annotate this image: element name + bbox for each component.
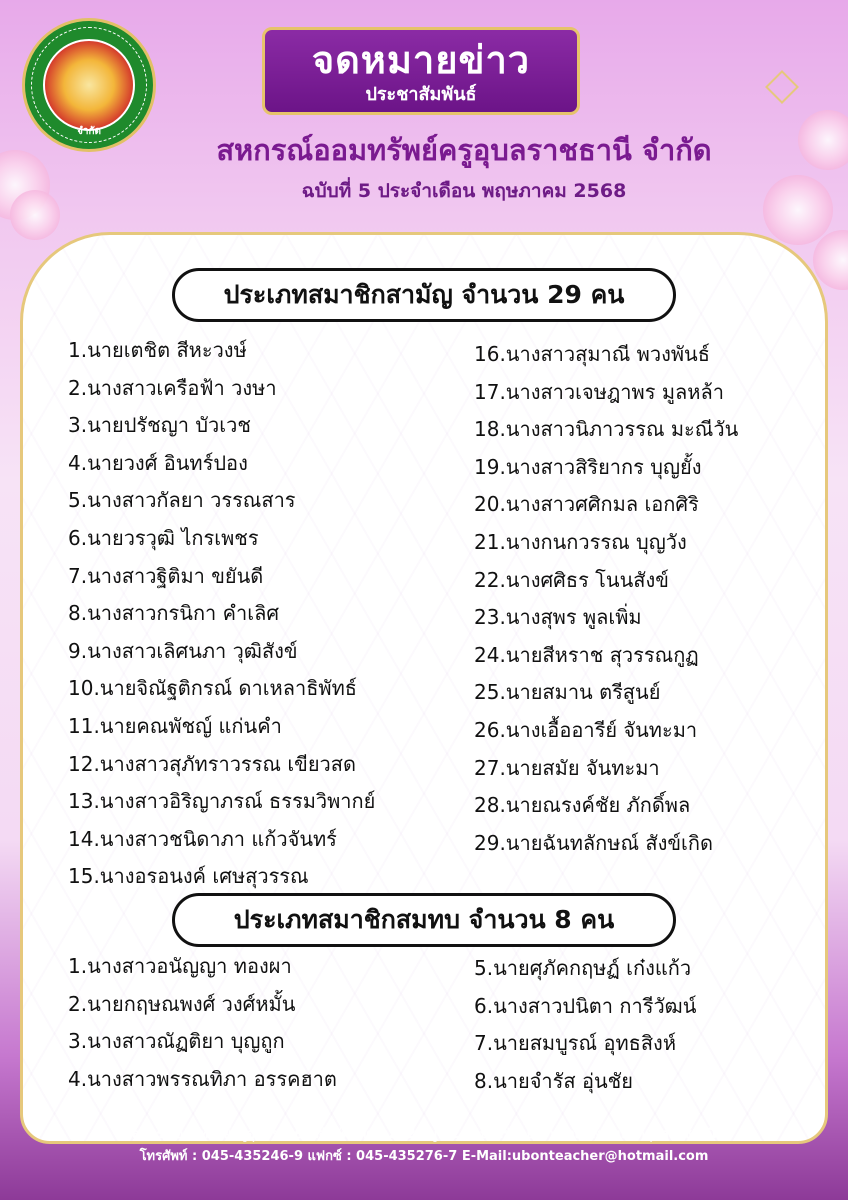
list-item: 27.นายสมัย จันทะมา xyxy=(474,755,660,780)
list-item: 17.นางสาวเจษฎาพร มูลหล้า xyxy=(474,379,724,404)
organization-name: สหกรณ์ออมทรัพย์ครูอุบลราชธานี จำกัด xyxy=(216,133,712,167)
list-item: 19.นางสาวสิริยากร บุญยั้ง xyxy=(474,454,702,479)
list-item: 23.นางสุพร พูลเพิ่ม xyxy=(474,605,642,630)
list-item: 6.นายวรวุฒิ ไกรเพชร xyxy=(68,525,259,550)
footer-contact xyxy=(0,1116,848,1200)
list-item: 7.นายสมบูรณ์ อุทธสิงห์ xyxy=(474,1031,677,1056)
diamond-decoration xyxy=(765,70,799,104)
newsletter-banner xyxy=(262,27,580,115)
banner-title: จดหมายข่าว xyxy=(311,38,531,82)
list-item: 22.นางศศิธร โนนสังข์ xyxy=(474,567,669,592)
issue-line: ฉบับที่ 5 ประจำเดือน พฤษภาคม 2568 xyxy=(301,180,627,202)
list-item: 5.นายศุภัคกฤษฏ์ เก๋งแก้ว xyxy=(474,956,692,980)
regular-members-left-list xyxy=(68,332,375,896)
list-item: 6.นางสาวปนิตา การีวัฒน์ xyxy=(474,993,697,1018)
regular-members-right-list xyxy=(474,336,738,862)
list-item: 16.นางสาวสุมาณี พวงพันธ์ xyxy=(474,342,710,366)
list-item: 29.นายฉันทลักษณ์ สังข์เกิด xyxy=(474,830,713,855)
list-item: 8.นางสาวกรนิกา คำเลิศ xyxy=(68,601,280,626)
list-item: 1.นางสาวอนัญญา ทองผา xyxy=(68,954,292,978)
footer-address: สหกรณ์ออมทรัพย์ครูอุบลราชธานีจำกัด เลขที่ 292 หมู่ 12 ตำบลไร่น้อย อำเภอเมือง จังหวัดอุบลราชธานี xyxy=(132,1127,716,1142)
list-item: 9.นางสาวเลิศนภา วุฒิสังข์ xyxy=(68,638,298,663)
list-item: 5.นางสาวกัลยา วรรณสาร xyxy=(68,488,296,513)
list-item: 1.นายเตชิต สีหะวงษ์ xyxy=(68,338,247,362)
list-item: 12.นางสาวสุภัทราวรรณ เขียวสด xyxy=(68,751,356,776)
list-item: 28.นายณรงค์ชัย ภักดิ์พล xyxy=(474,793,691,818)
list-item: 4.นางสาวพรรณทิภา อรรคฮาต xyxy=(68,1066,337,1091)
list-item: 2.นางสาวเครือฟ้า วงษา xyxy=(68,375,277,400)
list-item: 13.นางสาวอิริญาภรณ์ ธรรมวิพากย์ xyxy=(68,789,376,814)
list-item: 14.นางสาวชนิดาภา แก้วจันทร์ xyxy=(68,826,337,851)
list-item: 4.นายวงศ์ อินทร์ปอง xyxy=(68,450,248,475)
list-item: 25.นายสมาน ตรีสูนย์ xyxy=(474,680,661,705)
list-item: 15.นางอรอนงค์ เศษสุวรรณ xyxy=(68,864,309,889)
list-item: 11.นายคณพัชญ์ แก่นคำ xyxy=(68,713,282,738)
list-item: 8.นายจำรัส อุ่นชัย xyxy=(474,1068,633,1093)
footer-phone-email: โทรศัพท์ : 045-435246-9 แฟกซ์ : 045-435276-7 E-Mail:ubonteacher@hotmail.com xyxy=(139,1149,709,1164)
list-item: 20.นางสาวศศิกมล เอกศิริ xyxy=(474,492,699,517)
logo-label: จำกัด xyxy=(76,126,102,137)
logo-emblem xyxy=(43,39,135,131)
associate-members-right-list xyxy=(474,950,696,1100)
list-item: 21.นางกนกวรรณ บุญวัง xyxy=(474,529,687,554)
associate-members-heading: ประเภทสมาชิกสมทบ จำนวน 8 คน xyxy=(172,893,676,947)
list-item: 7.นางสาวฐิติมา ขยันดี xyxy=(68,563,264,588)
list-item: 18.นางสาวนิภาวรรณ มะณีวัน xyxy=(474,417,739,442)
list-item: 3.นายปรัชญา บัวเวช xyxy=(68,413,251,438)
list-item: 26.นางเอื้ออารีย์ จันทะมา xyxy=(474,717,698,742)
list-item: 3.นางสาวณัฏติยา บุญถูก xyxy=(68,1029,285,1054)
regular-members-heading: ประเภทสมาชิกสามัญ จำนวน 29 คน xyxy=(172,268,676,322)
associate-members-left-list xyxy=(68,948,337,1098)
list-item: 24.นายสีหราช สุวรรณกูฏ xyxy=(474,642,699,667)
list-item: 2.นายกฤษณพงศ์ วงศ์หมั้น xyxy=(68,991,296,1016)
banner-subtitle: ประชาสัมพันธ์ xyxy=(365,84,477,105)
list-item: 10.นายจิณัฐติกรณ์ ดาเหลาธิพัทธ์ xyxy=(68,676,357,701)
